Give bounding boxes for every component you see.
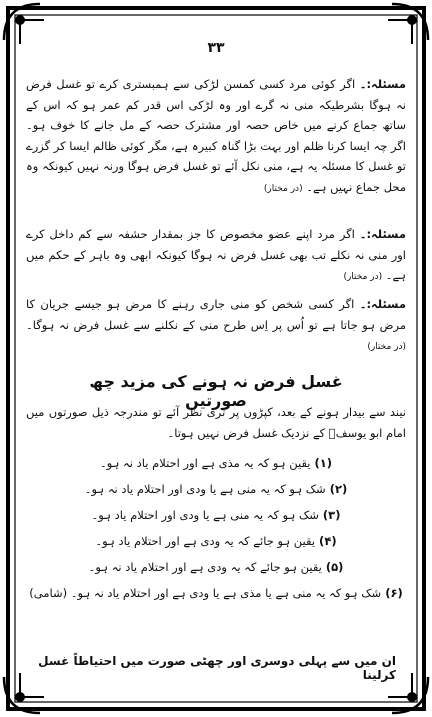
masala-reference: (در مختار): [367, 342, 406, 352]
list-item: [26, 502, 406, 528]
list-item: [26, 528, 406, 554]
closing-line: ان میں سے پہلی دوسری اور چھٹی صورت میں احتیاطاً غسل کرلینا: [38, 654, 396, 682]
case-text: یقین ہو کہ یہ مذی ہے اور احتلام یاد نہ ہو۔: [99, 456, 311, 470]
case-number: (۴): [319, 534, 337, 548]
case-text: شک ہو کہ یہ منی ہے یا ودی اور احتلام یاد ہو۔: [91, 508, 319, 522]
case-text: یقین ہو جائے کہ یہ ودی ہے اور احتلام یاد نہ ہو۔: [88, 560, 322, 574]
case-text: شک ہو کہ یہ منی ہے یا ودی اور احتلام یاد نہ ہو۔: [84, 482, 326, 496]
case-number: (۶): [385, 586, 403, 600]
case-number: (۳): [322, 508, 341, 522]
case-text: یقین ہو جائے کہ یہ ودی ہے اور احتلام یاد ہو۔: [95, 534, 316, 548]
case-number: (۱): [314, 456, 333, 470]
list-item: [26, 476, 406, 502]
list-item: [26, 450, 406, 476]
masala-label: مسئلہ:۔: [359, 77, 407, 91]
masala-label: مسئلہ:۔: [359, 227, 407, 241]
masala-3: [26, 294, 406, 358]
list-item: [26, 554, 406, 580]
case-number: (۵): [325, 560, 344, 574]
masala-reference: (در مختار): [263, 183, 303, 194]
masala-2: [26, 224, 406, 288]
masala-text: اگر کسی شخص کو منی جاری رہنے کا مرض ہو جیسے جریان کا مرض ہو جاتا ہے تو اُس پر اِس طرح منی کے نکلنے سے غسل فرض نہ ہوگا۔: [26, 297, 406, 332]
masala-text: اگر مرد اپنے عضو مخصوص کا جز بمقدار حشفہ سے کم داخل کرے اور منی نہ نکلے تب بھی غسل فرض نہ ہوگا کیونکہ ابھی وہ باہر کے حکم میں ہے۔: [26, 227, 406, 282]
masala-1: [26, 74, 406, 199]
section-heading: غسل فرض نہ ہونے کی مزید چھ صورتیں: [89, 372, 343, 410]
cases-list: [26, 450, 406, 606]
masala-label: مسئلہ:۔: [359, 297, 407, 311]
masala-text: اگر کوئی مرد کسی کمسن لڑکی سے ہمبستری کرے تو غسل فرض نہ ہوگا بشرطیکہ منی نہ گرے اور وہ لڑکی اس قدر کم عمر ہو کہ اس کے ساتھ جماع کرنے میں خاص حصہ اور مشترک حصہ کے مل جانے کا خوف ہو۔ اگر چہ ایسا کرنا ظلم اور بہت بڑا گناہ کبیرہ ہے، مگر کوئی ظالم ایسا کر گزرے تو غسل کا مسئلہ یہ ہے، منی نکل آئے تو غسل فرض ہوگا ورنہ نہیں کیونکہ وہ محل جماع نہیں ہے۔: [26, 77, 406, 194]
list-item: [26, 580, 406, 606]
case-number: (۲): [329, 482, 348, 496]
case-text: شک ہو کہ یہ منی ہے یا مذی ہے یا ودی ہے اور احتلام یاد نہ ہو۔ (شامی): [29, 586, 382, 600]
page-content: [26, 34, 406, 684]
section-intro: نیند سے بیدار ہونے کے بعد، کپڑوں پر تری نظر آئے تو مندرجہ ذیل صورتوں میں امام ابو یوسفؒ کے نزدیک غسل فرض نہیں ہوتا۔: [26, 405, 406, 440]
page-number: ۳۳: [207, 40, 225, 56]
masala-reference: (در مختار): [343, 272, 383, 282]
